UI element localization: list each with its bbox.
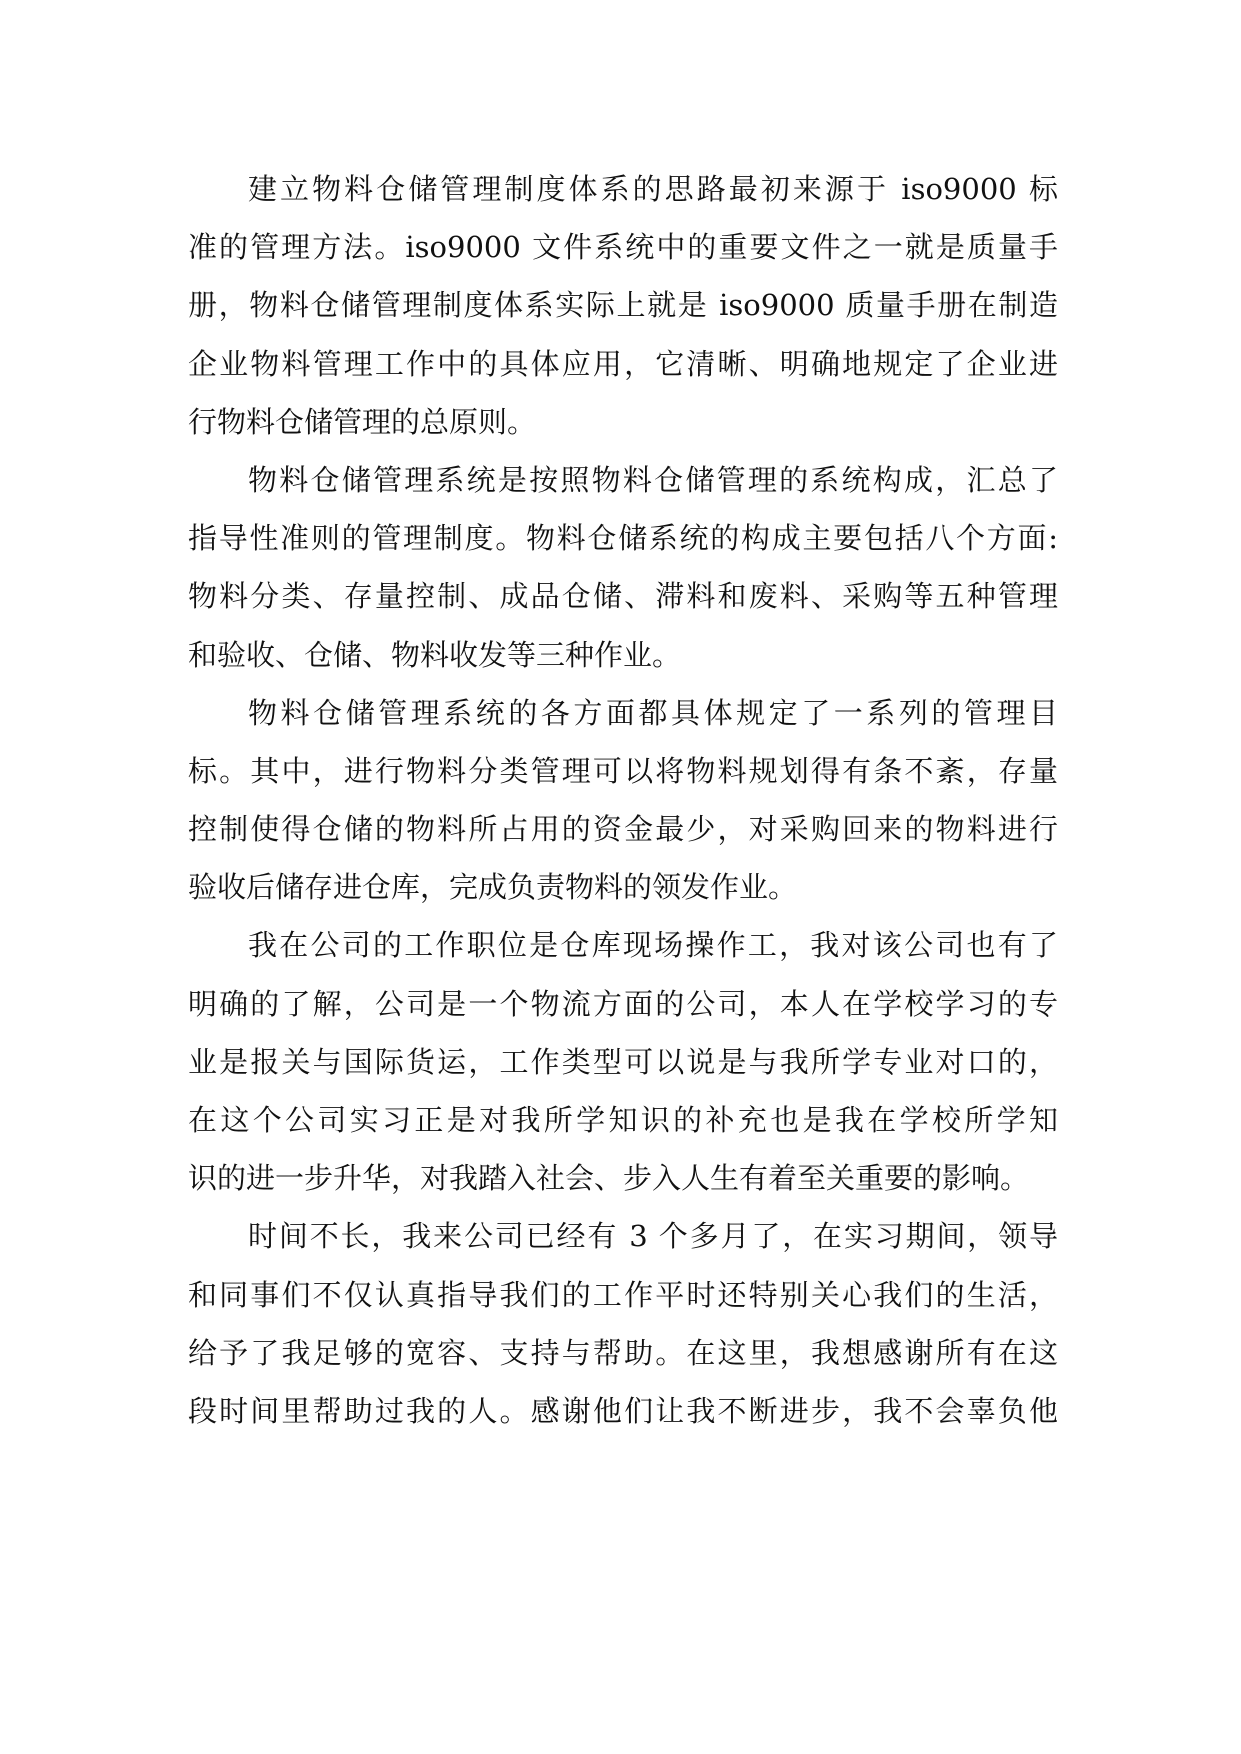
text-line: 业是报关与国际货运，工作类型可以说是与我所学专业对口的，: [188, 1044, 1058, 1079]
text-line: 建立物料仓储管理制度体系的思路最初来源于 iso9000 标: [248, 172, 1058, 206]
text-line: 明确的了解，公司是一个物流方面的公司，本人在学校学习的专: [188, 986, 1058, 1021]
text-line: 段时间里帮助过我的人。感谢他们让我不断进步，我不会辜负他: [188, 1393, 1058, 1428]
text-line: 识的进一步升华，对我踏入社会、步入人生有着至关重要的影响。: [188, 1161, 1030, 1196]
text-line: 控制使得仓储的物料所占用的资金最少，对采购回来的物料进行: [188, 812, 1058, 847]
text-line: 指导性准则的管理制度。物料仓储系统的构成主要包括八个方面:: [188, 521, 1058, 556]
body-text: [188, 160, 1058, 1440]
paragraph: [188, 1207, 1058, 1440]
paragraph: [188, 451, 1058, 684]
paragraph: [188, 160, 1058, 451]
text-line: 企业物料管理工作中的具体应用，它清晰、明确地规定了企业进: [188, 346, 1058, 381]
text-line: 物料仓储管理系统的各方面都具体规定了一系列的管理目: [248, 695, 1058, 730]
text-line: 我在公司的工作职位是仓库现场操作工，我对该公司也有了: [248, 928, 1058, 963]
text-line: 给予了我足够的宽容、支持与帮助。在这里，我想感谢所有在这: [188, 1335, 1058, 1370]
text-line: 册，物料仓储管理制度体系实际上就是 iso9000 质量手册在制造: [188, 288, 1058, 323]
text-line: 物料分类、存量控制、成品仓储、滞料和废料、采购等五种管理: [188, 579, 1058, 614]
text-line: 行物料仓储管理的总原则。: [188, 404, 537, 439]
text-line: 在这个公司实习正是对我所学知识的补充也是我在学校所学知: [188, 1103, 1058, 1137]
text-line: 准的管理方法。iso9000 文件系统中的重要文件之一就是质量手: [188, 230, 1058, 265]
paragraph: [188, 684, 1058, 917]
text-line: 物料仓储管理系统是按照物料仓储管理的系统构成，汇总了: [248, 462, 1058, 497]
text-line: 和验收、仓储、物料收发等三种作业。: [188, 637, 682, 672]
paragraph: [188, 916, 1058, 1207]
text-line: 标。其中，进行物料分类管理可以将物料规划得有条不紊，存量: [188, 753, 1058, 788]
text-line: 时间不长，我来公司已经有 3 个多月了，在实习期间，领导: [248, 1219, 1058, 1254]
text-line: 和同事们不仅认真指导我们的工作平时还特别关心我们的生活，: [188, 1277, 1058, 1312]
text-line: 验收后储存进仓库，完成负责物料的领发作业。: [188, 870, 798, 905]
